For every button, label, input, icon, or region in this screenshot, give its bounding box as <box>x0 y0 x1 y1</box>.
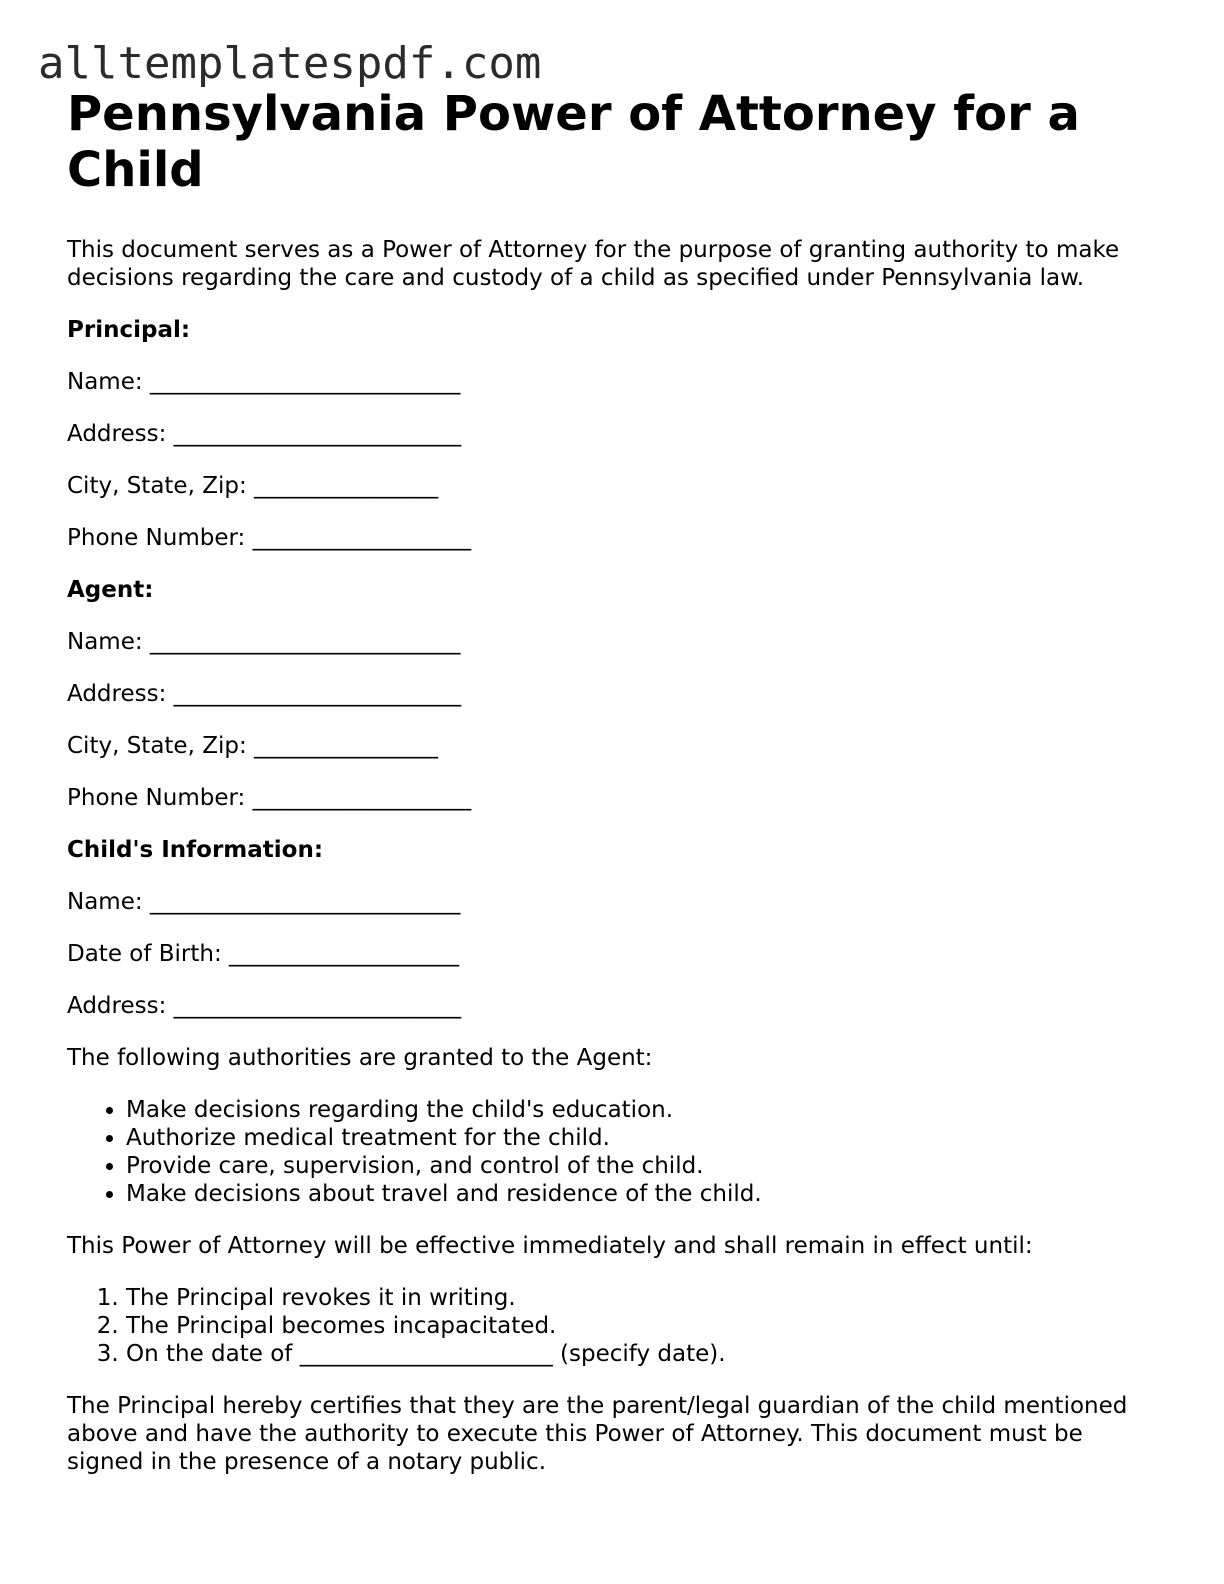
agent-phone-field[interactable]: Phone Number: ___________________ <box>67 785 472 811</box>
list-item: • Make decisions about travel and residence of the child. <box>126 1180 1157 1208</box>
list-item: 1. The Principal revokes it in writing. <box>126 1284 1157 1312</box>
principal-phone-field[interactable]: Phone Number: ___________________ <box>67 525 472 551</box>
agent-city-field[interactable]: City, State, Zip: ________________ <box>67 733 439 759</box>
child-address-field[interactable]: Address: _________________________ <box>67 993 462 1019</box>
list-item: • Provide care, supervision, and control of the child. <box>126 1152 1157 1180</box>
authorities-intro: The following authorities are granted to the Agent: <box>67 1045 653 1071</box>
effective-intro: This Power of Attorney will be effective immediately and shall remain in effect until: <box>67 1233 1033 1259</box>
principal-city-field[interactable]: City, State, Zip: ________________ <box>67 473 439 499</box>
principal-heading: Principal: <box>67 317 191 343</box>
list-item: • Make decisions regarding the child's education. <box>126 1096 1157 1124</box>
agent-heading: Agent: <box>67 577 154 603</box>
intro-paragraph: This document serves as a Power of Attorney for the purpose of granting authority to make decisions regarding the care and custody of a child as specified under Pennsylvania law. <box>67 237 1120 291</box>
principal-address-field[interactable]: Address: _________________________ <box>67 421 462 447</box>
agent-name-field[interactable]: Name: ___________________________ <box>67 629 461 655</box>
principal-name-field[interactable]: Name: ___________________________ <box>67 369 461 395</box>
list-item: 2. The Principal becomes incapacitated. <box>126 1312 1157 1340</box>
document-body <box>67 86 1157 1476</box>
conditions-list <box>67 1284 1157 1368</box>
list-item: • Authorize medical treatment for the child. <box>126 1124 1157 1152</box>
child-dob-field[interactable]: Date of Birth: ____________________ <box>67 941 460 967</box>
document-title: Pennsylvania Power of Attorney for a Child <box>67 86 1080 198</box>
child-name-field[interactable]: Name: ___________________________ <box>67 889 461 915</box>
certification-paragraph: The Principal hereby certifies that they are the parent/legal guardian of the child mentioned above and have the authority to execute this Power of Attorney. This document must be signed in the presence of a notary public. <box>67 1393 1128 1475</box>
agent-address-field[interactable]: Address: _________________________ <box>67 681 462 707</box>
child-heading: Child's Information: <box>67 837 324 863</box>
authorities-list <box>67 1096 1157 1208</box>
site-watermark: alltemplatespdf.com <box>38 38 542 89</box>
list-item: 3. On the date of ______________________ (specify date). <box>126 1340 1157 1368</box>
